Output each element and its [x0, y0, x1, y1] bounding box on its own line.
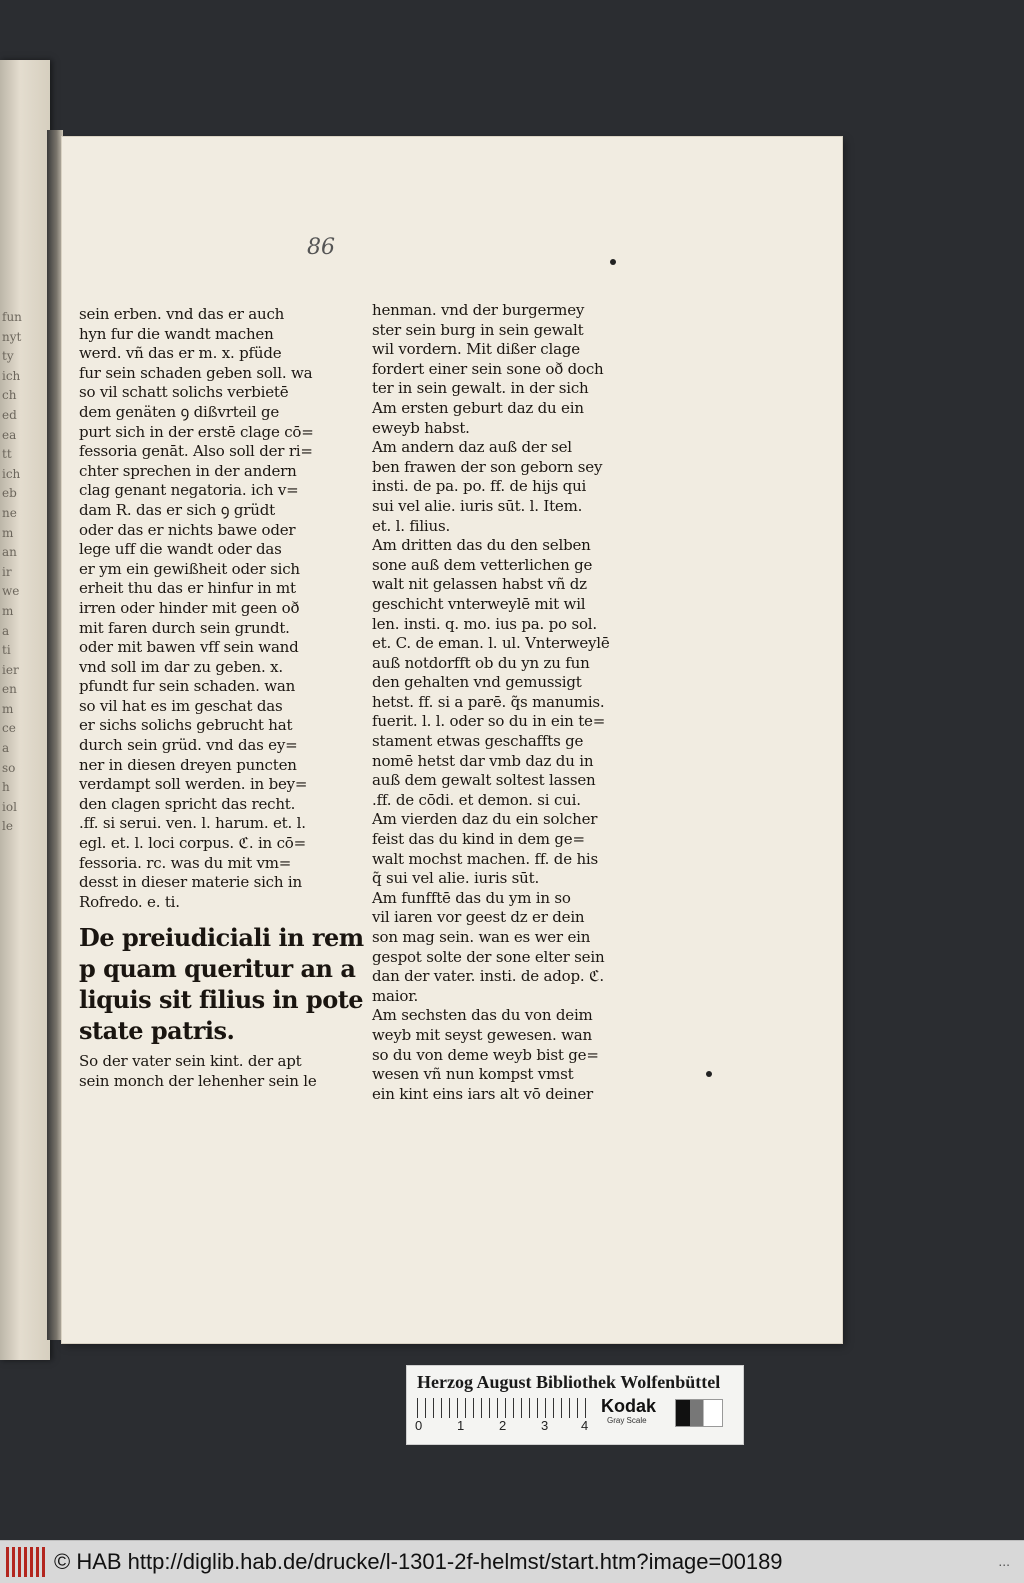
- text-line: et. l. filius.: [372, 516, 451, 535]
- text-line: ben frawen der son geborn sey: [372, 457, 603, 476]
- text-line: eb: [2, 486, 17, 501]
- text-line: en: [2, 682, 17, 697]
- text-line: er ym ein gewißheit oder sich: [79, 559, 300, 578]
- text-line: De preiudiciali in rem: [79, 923, 364, 953]
- ink-dot: [706, 1071, 712, 1077]
- text-line: maior.: [372, 986, 419, 1005]
- text-line: mit faren durch sein grundt.: [79, 618, 290, 637]
- document-page: [62, 137, 842, 1343]
- text-line: ster sein burg in sein gewalt: [372, 320, 584, 339]
- text-line: fessoria genāt. Also soll der ri=: [79, 442, 313, 461]
- color-calibration-card: [406, 1365, 744, 1445]
- text-line: weyb mit seyst gewesen. wan: [372, 1025, 592, 1044]
- text-line: q̃ sui vel alie. iuris sūt.: [372, 869, 540, 888]
- text-line: we: [2, 584, 20, 599]
- section-heading: [79, 922, 364, 1046]
- text-line: ein kint eins iars alt vō deiner: [372, 1084, 594, 1103]
- text-line: ner in diesen dreyen puncten: [79, 755, 297, 774]
- text-line: ich: [2, 466, 21, 481]
- right-text-column: [372, 301, 622, 1104]
- text-line: werd. vñ das er m. x. pfüde: [79, 344, 282, 363]
- text-line: pfundt fur sein schaden. wan: [79, 677, 296, 696]
- text-line: oder das er nichts bawe oder: [79, 520, 296, 539]
- text-line: dan der vater. insti. de adop. ℭ.: [372, 967, 604, 986]
- text-line: ir: [2, 564, 12, 579]
- text-line: ti: [2, 643, 11, 658]
- text-line: hyn fur die wandt machen: [79, 324, 274, 343]
- footer-bar: [0, 1540, 1024, 1583]
- text-line: fur sein schaden geben soll. wa: [79, 363, 313, 382]
- left-facing-page: [0, 60, 50, 1360]
- ruler-number: 1: [457, 1418, 465, 1433]
- text-line: walt mochst machen. ff. de his: [372, 849, 598, 868]
- right-column-lines: [372, 301, 622, 1104]
- more-icon[interactable]: ...: [998, 1553, 1010, 1569]
- text-line: le: [2, 819, 13, 834]
- text-line: liquis sit filius in pote: [79, 985, 364, 1015]
- text-line: so vil schatt solichs verbietē: [79, 383, 289, 402]
- text-line: an: [2, 545, 17, 560]
- text-line: verdampt soll werden. in bey=: [79, 775, 308, 794]
- text-line: gespot solte der sone elter sein: [372, 947, 605, 966]
- measurement-ruler: [417, 1398, 587, 1418]
- text-line: desst in dieser materie sich in: [79, 873, 302, 892]
- text-line: Am andern daz auß der sel: [372, 438, 572, 457]
- text-line: m: [2, 603, 14, 618]
- text-line: ch: [2, 388, 17, 403]
- gray-scale-patch: [675, 1399, 723, 1427]
- text-line: purt sich in der erstē clage cō=: [79, 422, 314, 441]
- text-line: eweyb habst.: [372, 418, 470, 437]
- text-line: insti. de pa. po. ff. de hijs qui: [372, 477, 587, 496]
- text-line: ed: [2, 407, 17, 422]
- text-line: so: [2, 760, 16, 775]
- left-column-continued: [79, 1052, 324, 1091]
- text-line: durch sein grüd. vnd das ey=: [79, 736, 298, 755]
- text-line: h: [2, 780, 10, 795]
- text-line: son mag sein. wan es wer ein: [372, 928, 591, 946]
- text-line: feist das du kind in dem ge=: [372, 830, 585, 849]
- ruler-number: 0: [415, 1418, 423, 1433]
- institution-name: Herzog August Bibliothek Wolfenbüttel: [417, 1372, 721, 1392]
- hab-logo-icon: [6, 1547, 46, 1577]
- text-line: sein erben. vnd das er auch: [79, 305, 285, 323]
- kodak-brand: Kodak: [601, 1396, 657, 1416]
- text-line: chter sprechen in der andern: [79, 461, 297, 480]
- foliation-number: 86: [307, 235, 335, 260]
- text-line: oder mit bawen vff sein wand: [79, 638, 299, 657]
- text-line: ich: [2, 368, 21, 383]
- text-line: Am vierden daz du ein solcher: [372, 810, 598, 829]
- text-line: den clagen spricht das recht.: [79, 794, 296, 813]
- text-line: Am ersten geburt daz du ein: [372, 398, 584, 417]
- text-line: henman. vnd der burgermey: [372, 301, 585, 319]
- text-line: fuerit. l. l. oder so du in ein te=: [372, 712, 606, 731]
- text-line: Rofredo. e. ti.: [79, 892, 180, 911]
- text-line: irren oder hinder mit geen oð: [79, 598, 300, 617]
- text-line: p quam queritur an a: [79, 954, 356, 984]
- text-line: ier: [2, 662, 19, 677]
- text-line: erheit thu das er hinfur in mt: [79, 579, 296, 598]
- ink-dot: [610, 259, 616, 265]
- text-line: len. insti. q. mo. ius pa. po sol.: [372, 614, 597, 633]
- text-line: auß notdorfft ob du yn zu fun: [372, 653, 590, 672]
- text-line: sein monch der lehenher sein le: [79, 1072, 317, 1090]
- text-line: ne: [2, 505, 17, 520]
- text-line: clag genant negatoria. ich v=: [79, 481, 299, 500]
- gray-scale-label: Gray Scale: [607, 1416, 647, 1425]
- text-line: dem genäten ꝯ dißvrteil ge: [79, 402, 280, 421]
- text-line: a: [2, 623, 10, 638]
- text-line: m: [2, 701, 14, 716]
- text-line: lege uff die wandt oder das: [79, 540, 282, 559]
- text-line: geschicht vnterweylē mit wil: [372, 594, 586, 613]
- text-line: auß dem gewalt soltest lassen: [372, 771, 596, 790]
- ruler-number: 3: [541, 1418, 549, 1433]
- left-text-column: [79, 305, 364, 1092]
- text-line: nyt: [2, 329, 22, 344]
- text-line: m: [2, 525, 14, 540]
- text-line: ter in sein gewalt. in der sich: [372, 379, 589, 398]
- left-page-text-fragments: [2, 310, 42, 839]
- text-line: dam R. das er sich ꝯ grüdt: [79, 500, 275, 519]
- text-line: Am funfftē das du ym in so: [372, 888, 571, 907]
- text-line: so du von deme weyb bist ge=: [372, 1045, 599, 1064]
- text-line: vil iaren vor geest dz er dein: [372, 908, 585, 927]
- text-line: hetst. ff. si a parē. q̃s manumis.: [372, 692, 605, 711]
- left-column-lines: [79, 305, 324, 912]
- text-line: .ff. de cōdi. et demon. si cui.: [372, 790, 581, 809]
- text-line: ty: [2, 349, 14, 364]
- text-line: .ff. si serui. ven. l. harum. et. l.: [79, 814, 306, 833]
- text-line: sone auß dem vetterlichen ge: [372, 555, 593, 574]
- text-line: So der vater sein kint. der apt: [79, 1052, 302, 1071]
- text-line: fun: [2, 310, 22, 324]
- text-line: ce: [2, 721, 16, 736]
- text-line: ea: [2, 427, 17, 442]
- text-line: tt: [2, 447, 12, 462]
- book-gutter: [47, 130, 63, 1340]
- text-line: den gehalten vnd gemussigt: [372, 673, 582, 692]
- text-line: nomē hetst dar vmb daz du in: [372, 751, 594, 770]
- text-line: so vil hat es im geschat das: [79, 696, 283, 715]
- text-line: state patris.: [79, 1016, 235, 1046]
- text-line: er sichs solichs gebrucht hat: [79, 716, 293, 735]
- text-line: iol: [2, 799, 17, 814]
- ruler-number: 2: [499, 1418, 507, 1433]
- text-line: wesen vñ nun kompst vmst: [372, 1065, 574, 1084]
- text-line: Am dritten das du den selben: [372, 536, 591, 555]
- text-line: fessoria. rc. was du mit vm=: [79, 853, 292, 872]
- text-line: Am sechsten das du von deim: [372, 1006, 593, 1025]
- ruler-number: 4: [581, 1418, 589, 1433]
- text-line: sui vel alie. iuris sūt. l. Item.: [372, 496, 583, 515]
- text-line: vnd soll im dar zu geben. x.: [79, 657, 283, 676]
- text-line: et. C. de eman. l. ul. Vnterweylē: [372, 634, 610, 653]
- text-line: wil vordern. Mit dißer clage: [372, 340, 580, 359]
- text-line: walt nit gelassen habst vñ dz: [372, 575, 587, 594]
- text-line: egl. et. l. loci corpus. ℭ. in cō=: [79, 834, 306, 853]
- text-line: stament etwas geschaffts ge: [372, 732, 584, 751]
- copyright-url[interactable]: © HAB http://diglib.hab.de/drucke/l-1301-2f-helmst/start.htm?image=00189: [54, 1549, 783, 1574]
- text-line: a: [2, 741, 10, 756]
- text-line: fordert einer sein sone oð doch: [372, 359, 604, 378]
